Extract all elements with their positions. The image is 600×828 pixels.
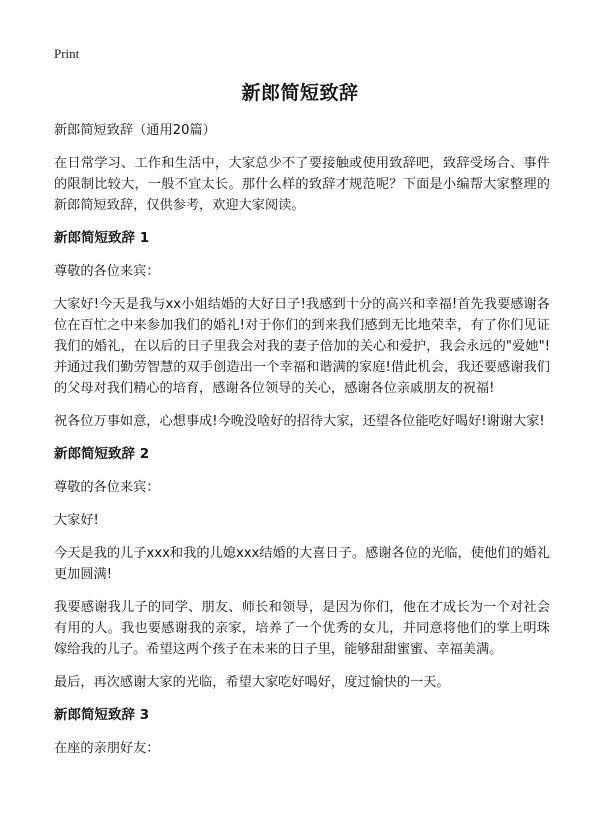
speech-section-2	[54, 444, 550, 693]
paragraph: 今天是我的儿子xxx和我的儿媳xxx结婚的大喜日子。感谢各位的光临，使他们的婚礼更加圆满!	[54, 546, 550, 582]
speech-section-3	[54, 705, 550, 759]
paragraph: 尊敬的各位来宾：	[54, 480, 160, 495]
paragraph: 祝各位万事如意，心想事成!今晚没啥好的招待大家，还望各位能吃好喝好!谢谢大家!	[54, 414, 545, 429]
paragraph: 我要感谢我儿子的同学、朋友、师长和领导，是因为你们，他在才成长为一个对社会有用的人。我也要感谢我的亲家，培养了一个优秀的女儿，并同意将他们的掌上明珠嫁给我的儿子。希望这两个孩子在未来的日子里，能够甜甜蜜蜜、幸福美满。	[54, 600, 550, 657]
paragraph: 大家好!	[54, 513, 99, 528]
section-heading: 新郎简短致辞 2	[54, 446, 150, 462]
paragraph: 尊敬的各位来宾：	[54, 264, 160, 279]
page-title: 新郎简短致辞	[241, 82, 359, 104]
section-heading: 新郎简短致辞 3	[54, 707, 150, 723]
document-subtitle: 新郎简短致辞（通用20篇）	[54, 123, 216, 138]
speech-section-1	[54, 228, 550, 432]
document-body	[54, 120, 550, 771]
paragraph: 大家好!今天是我与xx小姐结婚的大好日子!我感到十分的高兴和幸福!首先我要感谢各位在百忙之中来参加我们的婚礼!对于你们的到来我们感到无比地荣幸，有了你们见证我们的婚礼，在以后的日子里我会对我的妻子倍加的关心和爱护，我会永远的"爱她"!并通过我们勤劳智慧的双手创造出一个幸福和谐满的家庭!借此机会，我还要感谢我们的父母对我们精心的培育，感谢各位领导的关心，感谢各位亲戚朋友的祝福!	[54, 297, 550, 396]
paragraph: 最后，再次感谢大家的光临，希望大家吃好喝好，度过愉快的一天。	[54, 675, 450, 690]
section-heading: 新郎简短致辞 1	[54, 230, 150, 246]
paragraph: 在座的亲朋好友：	[54, 741, 160, 756]
print-link[interactable]: Print	[54, 46, 80, 61]
intro-paragraph: 在日常学习、工作和生活中，大家总少不了要接触或使用致辞吧，致辞受场合、事件的限制比较大，一般不宜太长。那什么样的致辞才规范呢？下面是小编帮大家整理的新郎简短致辞，仅供参考，欢迎大家阅读。	[54, 156, 550, 213]
